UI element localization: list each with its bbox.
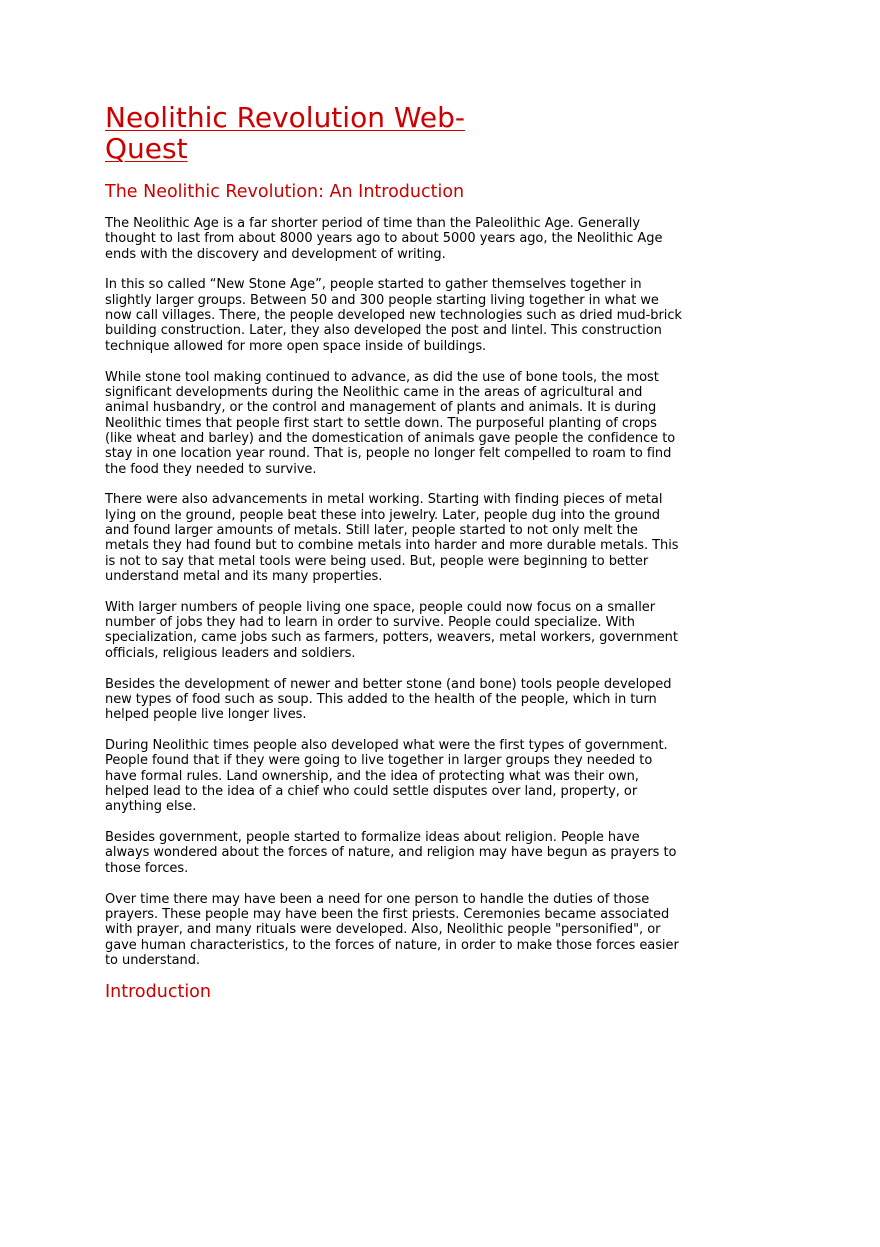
paragraph-religion: Besides government, people started to formalize ideas about religion. People have always wondered about the forces of nature, and religion may have begun as prayers to those forces. [105, 830, 677, 876]
paragraph-government: During Neolithic times people also developed what were the first types of government. People found that if they were going to live together in larger groups they needed to have formal rules. Land ownership, and the idea of protecting what was their own, helped lead to the idea of a chief who could settle disputes over land, property, or anything else. [105, 737, 668, 815]
paragraph-new-stone-age: In this so called “New Stone Age”, people started to gather themselves together in slightly larger groups. Between 50 and 300 people starting living together in what we now call villages. There, the people developed new technologies such as dried mud-brick building construction. Later, they also developed the post and lintel. This construction technique allowed for more open space inside of buildings. [105, 277, 682, 354]
paragraph-food: Besides the development of newer and better stone (and bone) tools people developed new types of food such as soup. This added to the health of the people, which in turn helped people live longer lives. [105, 676, 672, 723]
paragraph-agriculture: While stone tool making continued to advance, as did the use of bone tools, the most significant developments during the Neolithic came in the areas of agricultural and animal husbandry, or the control and management of plants and animals. It is during Neolithic times that people first start to settle down. The purposeful planting of crops (like wheat and barley) and the domestication of animals gave people the confidence to stay in one location year round. That is, people no longer felt compelled to roam to find the food they needed to survive. [105, 369, 676, 477]
body-text [105, 216, 705, 968]
paragraph-metal-working: There were also advancements in metal working. Starting with finding pieces of metal lying on the ground, people beat these into jewelry. Later, people dug into the ground and found larger amounts of metals. Still later, people started to not only melt the metals they had found but to combine metals into harder and more durable metals. This is not to say that metal tools were being used. But, people were beginning to better understand metal and its many properties. [105, 492, 679, 585]
paragraph-priests: Over time there may have been a need for one person to handle the duties of those prayers. These people may have been the first priests. Ceremonies became associated with prayer, and many rituals were developed. Also, Neolithic people "personified", or gave human characteristics, to the forces of nature, in order to make those forces easier to understand. [105, 891, 679, 968]
paragraph-specialization: With larger numbers of people living one space, people could now focus on a smaller number of jobs they had to learn in order to survive. People could specialize. With specialization, came jobs such as farmers, potters, weavers, metal workers, government ofﬁcials, religious leaders and soldiers. [105, 599, 678, 661]
paragraph-neolithic-age: The Neolithic Age is a far shorter period of time than the Paleolithic Age. Generally thought to last from about 8000 years ago to about 5000 years ago, the Neolithic Age ends with the discovery and development of writing. [105, 216, 663, 262]
document-title[interactable]: Neolithic Revolution Web- Quest [105, 101, 465, 165]
section-heading-second: Introduction [105, 982, 211, 1003]
document-page [105, 102, 705, 1003]
section-heading-introduction: The Neolithic Revolution: An Introduction [105, 182, 465, 202]
